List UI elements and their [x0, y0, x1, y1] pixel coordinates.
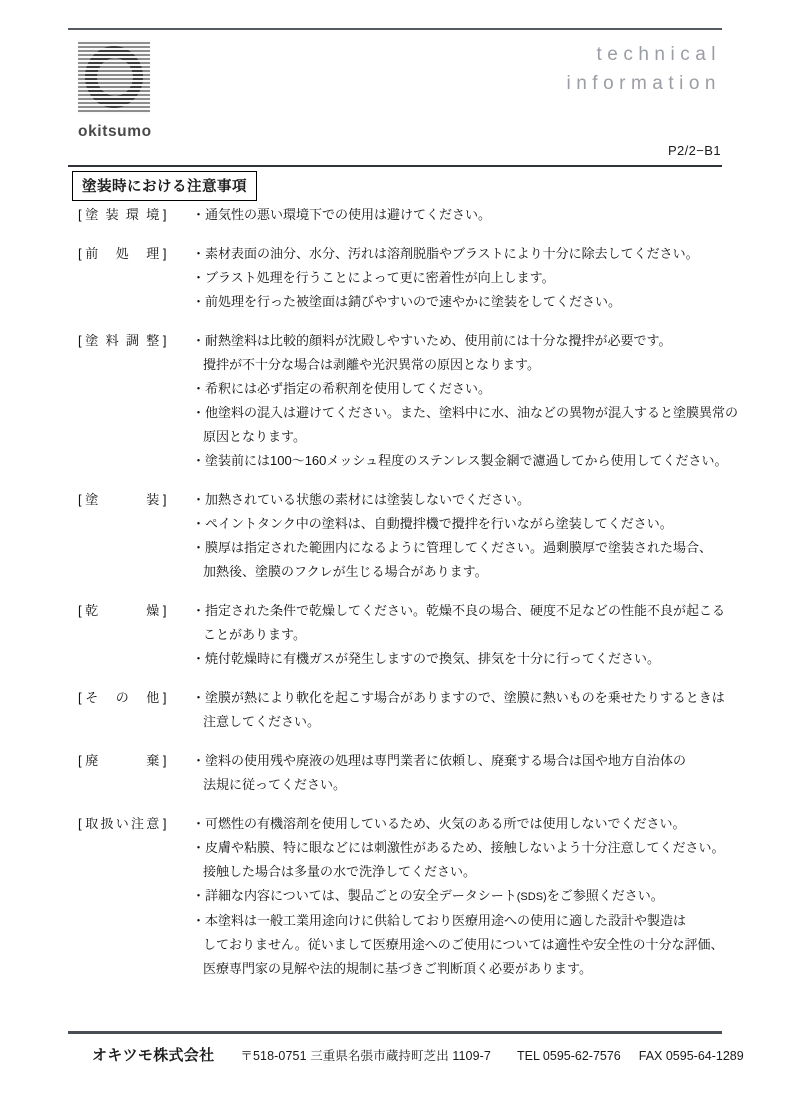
note-block-label-text: 乾燥 [85, 603, 160, 618]
technical-information-heading [567, 40, 722, 99]
note-line: ・指定された条件で乾燥してください。乾燥不良の場合、硬度不足などの性能不良が起こる [192, 603, 726, 618]
note-block-label-text: 塗料調整 [85, 333, 160, 348]
note-block [78, 488, 718, 584]
note-line: 加熱後、塗膜のフクレが生じる場合があります。 [203, 564, 488, 579]
footer-address: 〒518-0751 三重県名張市蔵持町芝出 1109-7 [240, 1049, 491, 1063]
note-block-lines [186, 329, 738, 473]
note-line: ことがあります。 [203, 627, 306, 642]
footer-company-name: オキツモ株式会社 [92, 1047, 215, 1064]
note-block-label-text: 前処理 [85, 246, 160, 261]
note-line: ・通気性の悪い環境下での使用は避けてください。 [192, 207, 492, 222]
note-line: しておりません。従いまして医療用途へのご使用については適性や安全性の十分な評価、 [203, 937, 724, 952]
note-block-label: [ 塗装 ] [78, 488, 186, 512]
note-block [78, 812, 725, 981]
note-line: ・他塗料の混入は避けてください。また、塗料中に水、油などの異物が混入すると塗膜異常の [192, 405, 739, 420]
note-line: ・膜厚は指定された範囲内になるように管理してください。過剰膜厚で塗装された場合、 [192, 540, 713, 555]
note-line: ・塗装前には100〜160メッシュ程度のステンレス製金網で濾過してから使用してください。 [192, 453, 728, 468]
brand-block [78, 40, 198, 141]
note-line: ・焼付乾燥時に有機ガスが発生しますので換気、排気を十分に行ってください。 [192, 651, 661, 666]
note-block-label-text: 廃棄 [85, 753, 160, 768]
note-block [78, 329, 739, 473]
note-line: ・素材表面の油分、水分、汚れは溶剤脱脂やブラストにより十分に除去してください。 [192, 246, 699, 261]
footer-fax: FAX 0595-64-1289 [638, 1049, 744, 1063]
note-block-label-text: 塗装環境 [85, 207, 160, 222]
note-block [78, 686, 725, 734]
note-block-lines [186, 488, 718, 584]
note-block-label: [ 塗料調整 ] [78, 329, 186, 353]
note-block-lines [186, 686, 725, 734]
note-line: ・詳細な内容については、製品ごとの安全データシート(SDS)をご参照ください。 [192, 888, 664, 903]
note-block [78, 242, 718, 314]
footer-telephone: TEL 0595-62-7576 [516, 1049, 621, 1063]
note-block-label: [ 前処理 ] [78, 242, 186, 266]
notes-content [78, 203, 739, 996]
note-line: 医療専門家の見解や法的規制に基づきご判断頂く必要があります。 [203, 961, 592, 976]
note-block-lines [186, 599, 725, 671]
note-block [78, 203, 718, 227]
note-line: ・塗膜が熱により軟化を起こす場合がありますので、塗膜に熱いものを乗せたりするときは [192, 690, 725, 705]
note-block [78, 599, 726, 671]
page-number: P2/2−B1 [667, 143, 721, 158]
note-line: ・塗料の使用残や廃液の処理は専門業者に依頼し、廃棄する場合は国や地方自治体の [192, 753, 687, 768]
technical-heading-line1: technical [596, 44, 721, 65]
technical-heading-line2: information [566, 73, 721, 95]
header-bottom-rule [68, 165, 722, 167]
logo-wordmark: okitsumo [78, 123, 152, 140]
note-block-lines [186, 812, 724, 981]
note-block-lines [186, 242, 718, 314]
note-block-label: [ 廃棄 ] [78, 749, 186, 773]
note-block-label-text: 塗装 [85, 492, 160, 507]
note-block [78, 749, 718, 797]
note-line: ・ブラスト処理を行うことによって更に密着性が向上します。 [192, 270, 555, 285]
note-line: ・皮膚や粘膜、特に眼などには刺激性があるため、接触しないよう十分注意してください。 [192, 840, 725, 855]
note-line: 原因となります。 [203, 429, 306, 444]
note-block-label: [ 塗装環境 ] [78, 203, 186, 227]
note-block-lines [186, 749, 718, 797]
note-block-label: [ その他 ] [78, 686, 186, 710]
note-block-label: [ 取扱い注意 ] [78, 812, 186, 836]
note-line: ・前処理を行った被塗面は錆びやすいので速やかに塗装をしてください。 [192, 294, 622, 309]
note-line: ・加熱されている状態の素材には塗装しないでください。 [192, 492, 531, 507]
note-block-label-text: その他 [85, 690, 160, 705]
note-line: ・本塗料は一般工業用途向けに供給しており医療用途への使用に適した設計や製造は [192, 913, 687, 928]
note-line: 接触した場合は多量の水で洗浄してください。 [203, 864, 477, 879]
note-line: ・希釈には必ず指定の希釈剤を使用してください。 [192, 381, 492, 396]
okitsumo-ring-logo-icon [78, 40, 150, 114]
note-line: ・ペイントタンク中の塗料は、自動攪拌機で攪拌を行いながら塗装してください。 [192, 516, 673, 531]
note-line: 注意してください。 [203, 714, 321, 729]
note-block-lines [186, 203, 718, 227]
header-top-rule [68, 28, 722, 30]
footer-rule [68, 1031, 722, 1034]
section-title: 塗装時における注意事項 [72, 171, 257, 201]
note-line: 攪拌が不十分な場合は剥離や光沢異常の原因となります。 [203, 357, 540, 372]
logo-stripes-overlay [78, 40, 150, 114]
footer [92, 1044, 744, 1065]
note-line: ・耐熱塗料は比較的顔料が沈殿しやすいため、使用前には十分な攪拌が必要です。 [192, 333, 672, 348]
note-block-label: [ 乾燥 ] [78, 599, 186, 623]
note-block-label-text: 取扱い注意 [85, 816, 160, 831]
note-line: 法規に従ってください。 [203, 777, 347, 792]
note-line: ・可燃性の有機溶剤を使用しているため、火気のある所では使用しないでください。 [192, 816, 686, 831]
